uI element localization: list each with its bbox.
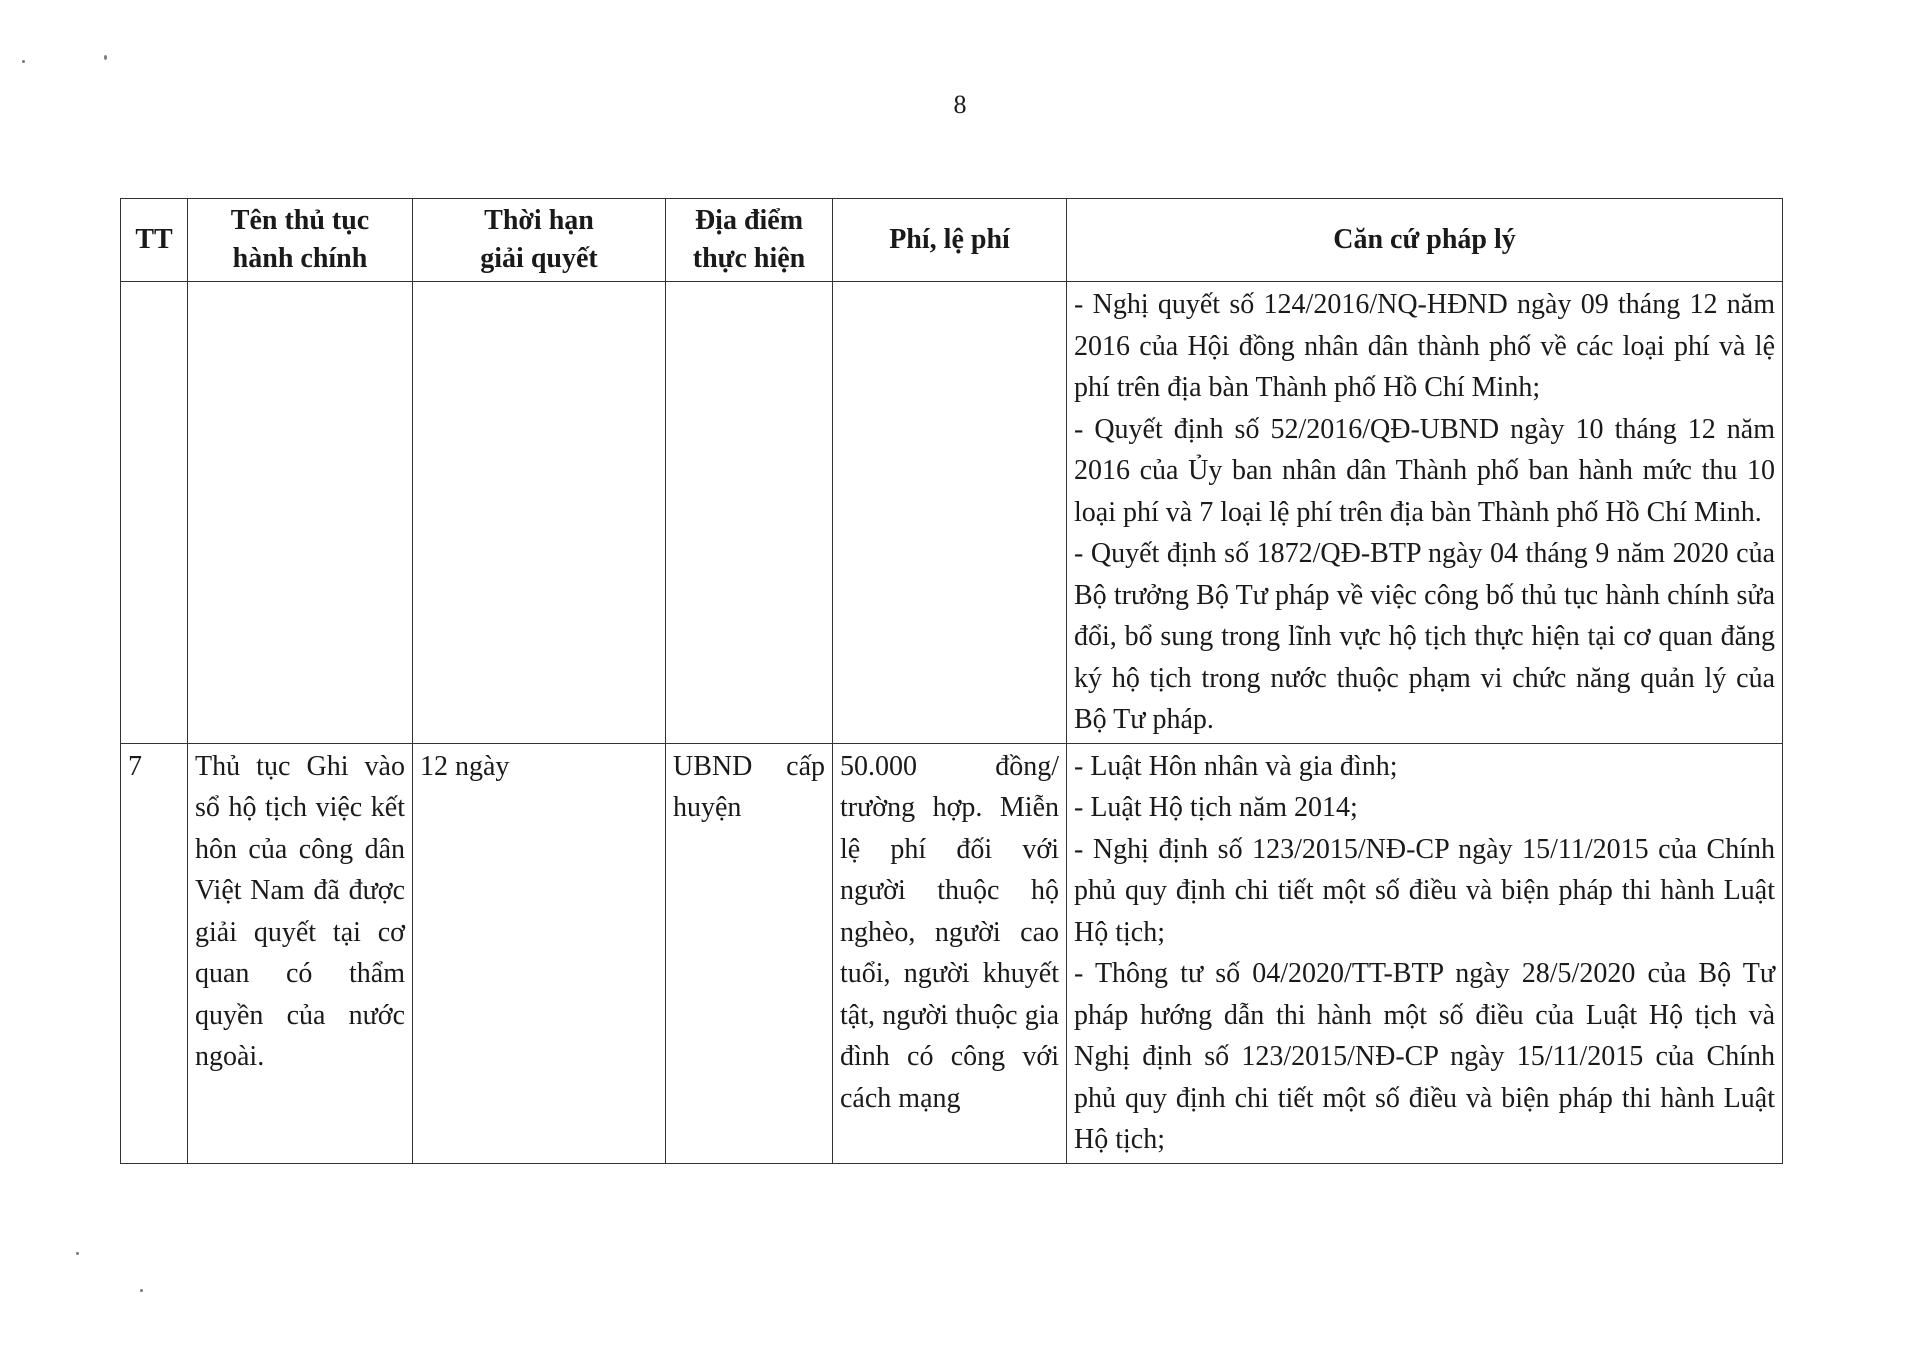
cell-duration: 12 ngày bbox=[413, 743, 666, 1163]
cell-procedure-name: Thủ tục Ghi vào sổ hộ tịch việc kết hôn của công dân Việt Nam đã được giải quyết tại cơ quan có thẩm quyền của nước ngoài. bbox=[188, 743, 413, 1163]
cell-tt bbox=[121, 282, 188, 744]
table-row bbox=[121, 743, 1783, 1163]
header-procedure-name-line2: hành chính bbox=[232, 243, 368, 274]
legal-basis-item: - Quyết định số 1872/QĐ-BTP ngày 04 tháng 9 năm 2020 của Bộ trưởng Bộ Tư pháp về việc công bố thủ tục hành chính sửa đổi, bổ sung trong lĩnh vực hộ tịch thực hiện tại cơ quan đăng ký hộ tịch trong nước thuộc phạm vi chức năng quản lý của Bộ Tư pháp. bbox=[1074, 538, 1775, 735]
cell-legal-basis bbox=[1067, 743, 1783, 1163]
legal-basis-item: - Luật Hôn nhân và gia đình; bbox=[1074, 750, 1398, 782]
table-row bbox=[121, 282, 1783, 744]
page-number: 8 bbox=[953, 90, 967, 119]
legal-basis-item: - Luật Hộ tịch năm 2014; bbox=[1074, 792, 1358, 823]
header-duration-line1: Thời hạn bbox=[484, 205, 594, 236]
header-procedure-name bbox=[188, 199, 413, 282]
header-location-line2: thực hiện bbox=[692, 243, 806, 274]
cell-duration bbox=[413, 282, 666, 744]
header-fee bbox=[833, 199, 1067, 282]
legal-basis-item: - Quyết định số 52/2016/QĐ-UBND ngày 10 tháng 12 năm 2016 của Ủy ban nhân dân Thành phố ban hành mức thu 10 loại phí và 7 loại lệ phí trên địa bàn Thành phố Hồ Chí Minh. bbox=[1074, 413, 1775, 528]
header-tt-label: TT bbox=[135, 224, 173, 255]
header-legal-basis bbox=[1067, 199, 1783, 282]
cell-procedure-name bbox=[188, 282, 413, 744]
scan-speck bbox=[76, 1252, 79, 1255]
legal-basis-item: - Thông tư số 04/2020/TT-BTP ngày 28/5/2020 của Bộ Tư pháp hướng dẫn thi hành một số điều của Luật Hộ tịch và Nghị định số 123/2015/NĐ-CP ngày 15/11/2015 của Chính phủ quy định chi tiết một số điều và biện pháp thi hành Luật Hộ tịch; bbox=[1074, 958, 1775, 1155]
header-tt bbox=[121, 199, 188, 282]
legal-basis-item: - Nghị quyết số 124/2016/NQ-HĐND ngày 09 tháng 12 năm 2016 của Hội đồng nhân dân thành phố về các loại phí và lệ phí trên địa bàn Thành phố Hồ Chí Minh; bbox=[1074, 289, 1775, 403]
scan-speck bbox=[22, 60, 25, 63]
header-procedure-name-line1: Tên thủ tục bbox=[230, 205, 370, 236]
header-duration-line2: giải quyết bbox=[480, 243, 598, 274]
procedures-table bbox=[120, 198, 1783, 1164]
header-legal-basis-label: Căn cứ pháp lý bbox=[1333, 224, 1516, 255]
cell-location: UBND cấp huyện bbox=[666, 743, 833, 1163]
header-duration bbox=[413, 199, 666, 282]
scan-speck bbox=[140, 1289, 143, 1292]
header-location-line1: Địa điểm bbox=[694, 205, 804, 236]
header-fee-label: Phí, lệ phí bbox=[889, 224, 1010, 255]
legal-basis-item: - Nghị định số 123/2015/NĐ-CP ngày 15/11/2015 của Chính phủ quy định chi tiết một số điều và biện pháp thi hành Luật Hộ tịch; bbox=[1074, 833, 1775, 948]
header-location bbox=[666, 199, 833, 282]
cell-legal-basis bbox=[1067, 282, 1783, 744]
cell-fee: 50.000 đồng/ trường hợp. Miễn lệ phí đối với người thuộc hộ nghèo, người cao tuổi, người khuyết tật, người thuộc gia đình có công với cách mạng bbox=[833, 743, 1067, 1163]
cell-tt: 7 bbox=[121, 743, 188, 1163]
table-header-row bbox=[121, 199, 1783, 282]
scan-speck bbox=[104, 55, 107, 60]
cell-fee bbox=[833, 282, 1067, 744]
cell-location bbox=[666, 282, 833, 744]
